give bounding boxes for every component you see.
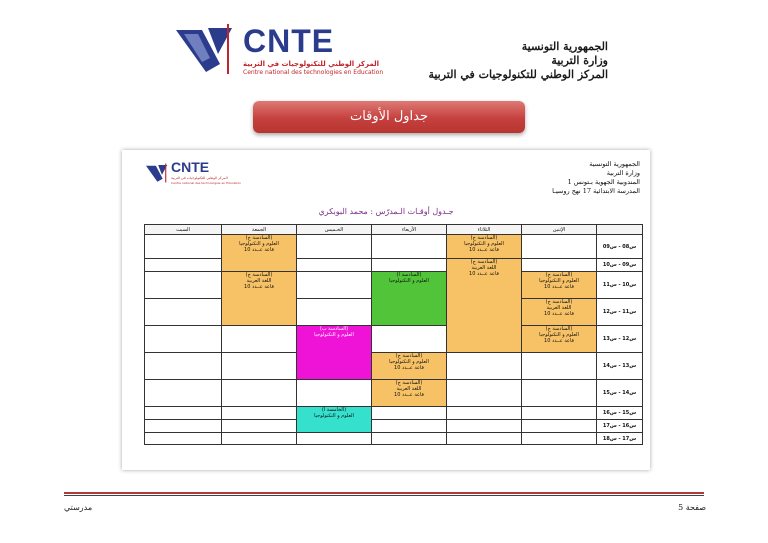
lesson-cell <box>372 380 447 407</box>
empty-cell <box>447 380 522 407</box>
lesson-subject: اللغة العربية <box>396 386 422 392</box>
day-header: السبت <box>145 225 222 235</box>
cnte-logo-icon <box>176 24 234 74</box>
lesson-subject: اللغة العربية <box>546 305 572 311</box>
page-number: صفحة 5 <box>678 503 706 512</box>
lesson-cell <box>297 326 372 380</box>
lesson-class: (السادسة ج) <box>245 272 273 278</box>
empty-cell <box>145 272 222 299</box>
empty-cell <box>372 407 447 420</box>
empty-cell <box>372 420 447 433</box>
empty-cell <box>297 235 372 259</box>
time-slot: س10 - س11 <box>597 272 643 299</box>
lesson-subject: العلوم و التكنولوجيا <box>389 278 429 284</box>
lesson-room: قاعة عــدد 10 <box>394 365 424 371</box>
footer-label: مدرستي <box>64 503 93 512</box>
lesson-room: قاعة عــدد 10 <box>394 392 424 398</box>
lesson-cell <box>447 259 522 353</box>
lesson-room: قاعة عــدد 10 <box>469 271 499 277</box>
day-header: الثلاثاء <box>447 225 522 235</box>
empty-cell <box>447 407 522 420</box>
lesson-subject: العلوم و التكنولوجيا <box>314 413 354 419</box>
corner-cell <box>597 225 643 235</box>
empty-cell <box>372 259 447 272</box>
lesson-class: (الخامسة أ) <box>321 407 347 413</box>
lesson-room: قاعة عــدد 10 <box>244 284 274 290</box>
empty-cell <box>222 326 297 353</box>
empty-cell <box>522 433 597 445</box>
school-info <box>552 160 640 196</box>
empty-cell <box>145 353 222 380</box>
lesson-subject: العلوم و التكنولوجيا <box>389 359 429 365</box>
school-line: المدرسة الابتدائية 17 نهج روسيـا <box>552 187 640 195</box>
lesson-class: (السادسة أ) <box>396 272 422 278</box>
header-line-centre: المركز الوطني للتكنولوجيات في التربية <box>428 68 608 81</box>
lesson-subject: اللغة العربية <box>246 278 272 284</box>
time-slot: س16 - س17 <box>597 420 643 433</box>
empty-cell <box>145 433 222 445</box>
empty-cell <box>522 259 597 272</box>
empty-cell <box>145 380 222 407</box>
lesson-cell <box>522 299 597 326</box>
empty-cell <box>297 380 372 407</box>
footer-divider <box>64 495 704 496</box>
lesson-class: (السادسة ج) <box>395 380 423 386</box>
empty-cell <box>372 433 447 445</box>
mini-logo-french: Centre national des technologies en Education <box>171 181 242 185</box>
time-slot: س08 - س09 <box>597 235 643 259</box>
lesson-class: (السادسة ج) <box>545 299 573 305</box>
empty-cell <box>297 259 372 272</box>
lesson-room: قاعة عــدد 10 <box>544 284 574 290</box>
timetable-table <box>144 224 643 445</box>
empty-cell <box>222 380 297 407</box>
lesson-class: (السادسة ج) <box>545 272 573 278</box>
time-slot: س14 - س15 <box>597 380 643 407</box>
lesson-subject: العلوم و التكنولوجيا <box>464 241 504 247</box>
lesson-subject: العلوم و التكنولوجيا <box>239 241 279 247</box>
day-header: الأربعاء <box>372 225 447 235</box>
time-slot: س12 - س13 <box>597 326 643 353</box>
empty-cell <box>297 299 372 326</box>
lesson-class: (السادسة ج) <box>545 326 573 332</box>
lesson-cell <box>297 407 372 433</box>
lesson-cell <box>222 235 297 272</box>
day-header: الجمعة <box>222 225 297 235</box>
logo-name: CNTE <box>243 23 335 59</box>
empty-cell <box>522 380 597 407</box>
lesson-cell <box>372 272 447 326</box>
cnte-mini-logo-icon <box>146 160 168 186</box>
empty-cell <box>522 235 597 259</box>
mini-logo-name: CNTE <box>171 159 210 175</box>
time-slot: س09 - س10 <box>597 259 643 272</box>
empty-cell <box>145 326 222 353</box>
empty-cell <box>145 420 222 433</box>
footer-divider <box>64 492 704 494</box>
lesson-cell <box>372 353 447 380</box>
time-slot: س17 - س18 <box>597 433 643 445</box>
timetable-document <box>122 150 650 470</box>
empty-cell <box>145 259 222 272</box>
section-banner: جداول الأوقات <box>253 101 525 133</box>
lesson-room: قاعة عــدد 10 <box>544 311 574 317</box>
empty-cell <box>372 235 447 259</box>
empty-cell <box>145 299 222 326</box>
lesson-room: قاعة عــدد 10 <box>244 247 274 253</box>
empty-cell <box>522 420 597 433</box>
logo-arabic-text: المركز الوطني للتكنولوجيات في التربية <box>243 60 380 68</box>
empty-cell <box>447 433 522 445</box>
lesson-room: قاعة عــدد 10 <box>469 247 499 253</box>
empty-cell <box>522 407 597 420</box>
empty-cell <box>372 326 447 353</box>
lesson-class: (السادسة ج) <box>245 235 273 241</box>
day-header: الخـميس <box>297 225 372 235</box>
school-line: المندوبية الجهوية بـتونس 1 <box>567 178 640 186</box>
empty-cell <box>145 235 222 259</box>
header-line-ministry: وزارة التربية <box>551 54 608 67</box>
lesson-class: (السادسة ج) <box>470 259 498 265</box>
timetable-title: جـدول أوقـات الـمدرّس : محمد البوبكري <box>318 207 454 216</box>
empty-cell <box>222 407 297 420</box>
lesson-class: (السادسة ب) <box>319 326 349 332</box>
empty-cell <box>222 420 297 433</box>
lesson-room: قاعة عــدد 10 <box>544 338 574 344</box>
empty-cell <box>447 353 522 380</box>
empty-cell <box>522 353 597 380</box>
mini-logo-arabic: المركز الوطني للتكنولوجيات في التربية <box>171 176 228 180</box>
lesson-cell <box>522 272 597 299</box>
empty-cell <box>297 272 372 299</box>
lesson-cell <box>447 235 522 259</box>
header-right-block <box>428 40 608 82</box>
school-line: وزارة التربية <box>606 169 640 177</box>
logo-french-text: Centre national des technologies en Education <box>243 69 384 76</box>
empty-cell <box>297 433 372 445</box>
lesson-subject: العلوم و التكنولوجيا <box>539 332 579 338</box>
school-line: الجمهورية التونسية <box>589 160 640 168</box>
lesson-class: (السادسة ج) <box>395 353 423 359</box>
lesson-cell <box>522 326 597 353</box>
time-slot: س11 - س12 <box>597 299 643 326</box>
empty-cell <box>222 353 297 380</box>
empty-cell <box>447 420 522 433</box>
time-slot: س15 - س16 <box>597 407 643 420</box>
lesson-subject: اللغة العربية <box>471 265 497 271</box>
lesson-subject: العلوم و التكنولوجيا <box>314 332 354 338</box>
lesson-cell <box>222 272 297 326</box>
time-slot: س13 - س14 <box>597 353 643 380</box>
lesson-subject: العلوم و التكنولوجيا <box>539 278 579 284</box>
header-line-republic: الجمهورية التونسية <box>521 40 608 53</box>
empty-cell <box>222 433 297 445</box>
lesson-class: (السادسة ج) <box>470 235 498 241</box>
day-header: الإثنين <box>522 225 597 235</box>
empty-cell <box>145 407 222 420</box>
